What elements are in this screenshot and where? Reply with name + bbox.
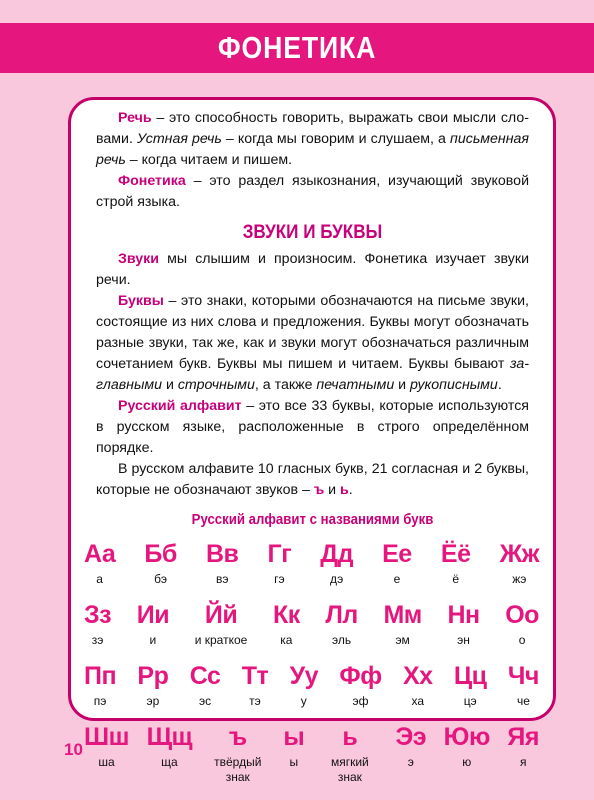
- alphabet-letter: Мм: [383, 601, 422, 629]
- text: мы слышим и произносим. Фонетика изучает звуки речи.: [96, 251, 529, 288]
- alphabet-letter-cell: [137, 601, 169, 648]
- alphabet-letter-cell: [444, 723, 490, 785]
- page-number: 10: [64, 740, 83, 759]
- letter-name: ё: [452, 572, 459, 586]
- page-title: ФОНЕТИКА: [217, 30, 377, 65]
- alphabet-letter: Йй: [204, 601, 238, 629]
- letter-name: цэ: [463, 694, 477, 708]
- alphabet-letter: Лл: [325, 601, 358, 629]
- italic-term: Устная речь: [136, 131, 222, 147]
- keyword-letters: Буквы: [118, 293, 164, 309]
- alphabet-letter-cell: [206, 540, 238, 587]
- text: – это способность говорить, выражать свои мысли словами.: [96, 110, 529, 147]
- alphabet-letter-cell: [322, 723, 378, 785]
- alphabet-letter: Фф: [339, 662, 382, 690]
- alphabet-letter-cell: [84, 601, 111, 648]
- alphabet-letter-cell: [447, 601, 479, 648]
- alphabet-letter-cell: [273, 601, 300, 648]
- letter-name: мягкий знак: [330, 755, 369, 784]
- alphabet-letter-cell: [383, 601, 421, 648]
- letter-name: я: [519, 755, 527, 769]
- paragraph-letters: [96, 291, 529, 396]
- alphabet-letter: Ии: [136, 601, 170, 629]
- italic-term: письменная речь: [96, 131, 529, 168]
- text: – это все 33 буквы, которые используются в русском языке, расположенные в строго определённом порядке.: [96, 398, 529, 456]
- alphabet-letter: Ёё: [440, 540, 471, 568]
- alphabet-letter: Юю: [443, 723, 490, 751]
- alphabet-letter: ь: [342, 723, 358, 751]
- alphabet-letter-cell: [505, 601, 539, 648]
- letter-name: эр: [146, 694, 160, 708]
- letter-name: и: [149, 633, 157, 647]
- alphabet-letter-cell: [454, 662, 487, 709]
- alphabet-letter-cell: [84, 540, 115, 587]
- alphabet-letter: Бб: [144, 540, 177, 568]
- letter-name: вэ: [215, 572, 229, 586]
- alphabet-letter: Тт: [241, 662, 269, 690]
- text: – это раздел языкознания, изучающий звуковой строй языка.: [96, 173, 529, 210]
- alphabet-letter: ы: [283, 723, 305, 751]
- italic-term: строчными: [177, 377, 255, 393]
- alphabet-letter: Яя: [507, 723, 539, 751]
- text: и: [162, 377, 178, 393]
- alphabet-letter: Шш: [84, 723, 129, 751]
- paragraph-speech: [96, 108, 529, 171]
- alphabet-letter: Нн: [447, 601, 480, 629]
- keyword-hard-sign: ъ: [313, 482, 325, 498]
- paragraph-phonetics: [96, 171, 529, 213]
- alphabet-letter: Сс: [189, 662, 221, 690]
- alphabet-letter-cell: [325, 601, 357, 648]
- paragraph-alphabet: [96, 396, 529, 459]
- text: – когда читаем и пишем.: [125, 152, 293, 168]
- alphabet-letter: Цц: [453, 662, 487, 690]
- alphabet-letter: Ее: [382, 540, 412, 568]
- text: – когда мы говорим и слушаем, а: [221, 131, 451, 147]
- alphabet-letter: ъ: [228, 723, 247, 751]
- alphabet-letter-cell: [268, 540, 292, 587]
- keyword-speech: Речь: [118, 110, 152, 126]
- italic-term: рукописными: [410, 377, 498, 393]
- alphabet-title: Русский алфавит с названиями букв: [191, 511, 434, 528]
- letter-name: ка: [280, 633, 293, 647]
- alphabet-grid: [84, 540, 539, 785]
- alphabet-letter-cell: [382, 540, 412, 587]
- alphabet-letter-cell: [320, 540, 353, 587]
- letter-name: у: [300, 694, 307, 708]
- alphabet-letter-cell: [500, 540, 539, 587]
- keyword-soft-sign: ь: [340, 482, 349, 498]
- alphabet-letter-cell: [403, 662, 433, 709]
- content-card: [68, 97, 556, 784]
- letter-name: эс: [198, 694, 212, 708]
- alphabet-letter: Чч: [507, 662, 539, 690]
- letter-name: эм: [395, 633, 410, 647]
- letter-name: зэ: [91, 633, 104, 647]
- alphabet-letter-cell: [144, 540, 176, 587]
- text: и: [324, 482, 341, 498]
- letter-name: эн: [457, 633, 470, 647]
- letter-name: а: [96, 572, 103, 586]
- letter-name: ша: [98, 755, 115, 769]
- alphabet-letter-cell: [137, 662, 168, 709]
- alphabet-letter: Дд: [320, 540, 353, 568]
- alphabet-letter: Уу: [289, 662, 319, 690]
- alphabet-letter: Щщ: [146, 723, 193, 751]
- alphabet-letter-cell: [339, 662, 381, 709]
- letter-name: э: [407, 755, 414, 769]
- text: и: [394, 377, 411, 393]
- alphabet-letter: Ээ: [395, 723, 427, 751]
- alphabet-letter-cell: [195, 601, 248, 648]
- alphabet-letter-cell: [242, 662, 269, 709]
- alphabet-row: [84, 540, 539, 587]
- alphabet-letter: Рр: [137, 662, 169, 690]
- letter-name: ща: [161, 755, 178, 769]
- alphabet-letter-cell: [508, 662, 539, 709]
- alphabet-letter: Хх: [402, 662, 433, 690]
- alphabet-letter: Гг: [267, 540, 292, 568]
- letter-name: жэ: [512, 572, 527, 586]
- letter-name: че: [516, 694, 530, 708]
- keyword-phonetics: Фонетика: [118, 173, 186, 189]
- letter-name: ха: [411, 694, 424, 708]
- letter-name: гэ: [274, 572, 285, 586]
- alphabet-letter-cell: [283, 723, 304, 785]
- alphabet-letter-cell: [210, 723, 266, 785]
- alphabet-letter-cell: [441, 540, 471, 587]
- letter-name: твёрдый знак: [214, 755, 262, 784]
- letter-name: о: [518, 633, 526, 647]
- alphabet-row: [84, 601, 539, 648]
- keyword-sounds: Звуки: [118, 251, 159, 267]
- letter-name: эль: [332, 633, 352, 647]
- alphabet-letter-cell: [84, 723, 129, 785]
- letter-name: пэ: [93, 694, 107, 708]
- keyword-alphabet: Русский алфавит: [118, 398, 242, 414]
- letter-name: тэ: [249, 694, 261, 708]
- letter-name: эф: [352, 694, 369, 708]
- text: , а также: [254, 377, 317, 393]
- alphabet-row: [84, 662, 539, 709]
- alphabet-letter: Зз: [84, 601, 112, 629]
- letter-name: дэ: [329, 572, 344, 586]
- alphabet-letter: Пп: [84, 662, 117, 690]
- alphabet-letter-cell: [395, 723, 426, 785]
- letter-name: ю: [462, 755, 472, 769]
- alphabet-letter: Жж: [499, 540, 539, 568]
- alphabet-letter: Вв: [205, 540, 239, 568]
- letter-name: е: [393, 572, 401, 586]
- alphabet-letter-cell: [290, 662, 318, 709]
- text: .: [497, 377, 502, 393]
- paragraph-sounds: [96, 249, 529, 291]
- alphabet-letter-cell: [507, 723, 539, 785]
- letter-name: бэ: [154, 572, 168, 586]
- alphabet-letter-cell: [147, 723, 193, 785]
- paragraph-letter-counts: [96, 459, 529, 501]
- text: – это знаки, которыми обозначаются на письме звуки, состоящие из них слова и предложения. Буквы могут обозначать разные звуки, так же, как и звуки могут обозначаться различным сочетанием букв. Буквы мы пишем и читаем. Буквы бывают: [96, 293, 529, 372]
- alphabet-row: [84, 723, 539, 785]
- alphabet-letter: Кк: [272, 601, 300, 629]
- letter-name: ы: [289, 755, 299, 769]
- section-title: ЗВУКИ И БУКВЫ: [242, 222, 383, 243]
- text: В русском алфавите 10 гласных букв, 21 согласная и 2 буквы, которые не обозначают звуков –: [96, 461, 529, 498]
- text: .: [348, 482, 353, 498]
- alphabet-letter-cell: [190, 662, 221, 709]
- alphabet-letter-cell: [84, 662, 116, 709]
- alphabet-letter: Аа: [84, 540, 116, 568]
- alphabet-letter: Оо: [505, 601, 539, 629]
- title-banner: [0, 23, 594, 73]
- letter-name: и краткое: [194, 633, 248, 647]
- italic-term: печатными: [316, 377, 395, 393]
- italic-term: заглавными: [96, 356, 529, 393]
